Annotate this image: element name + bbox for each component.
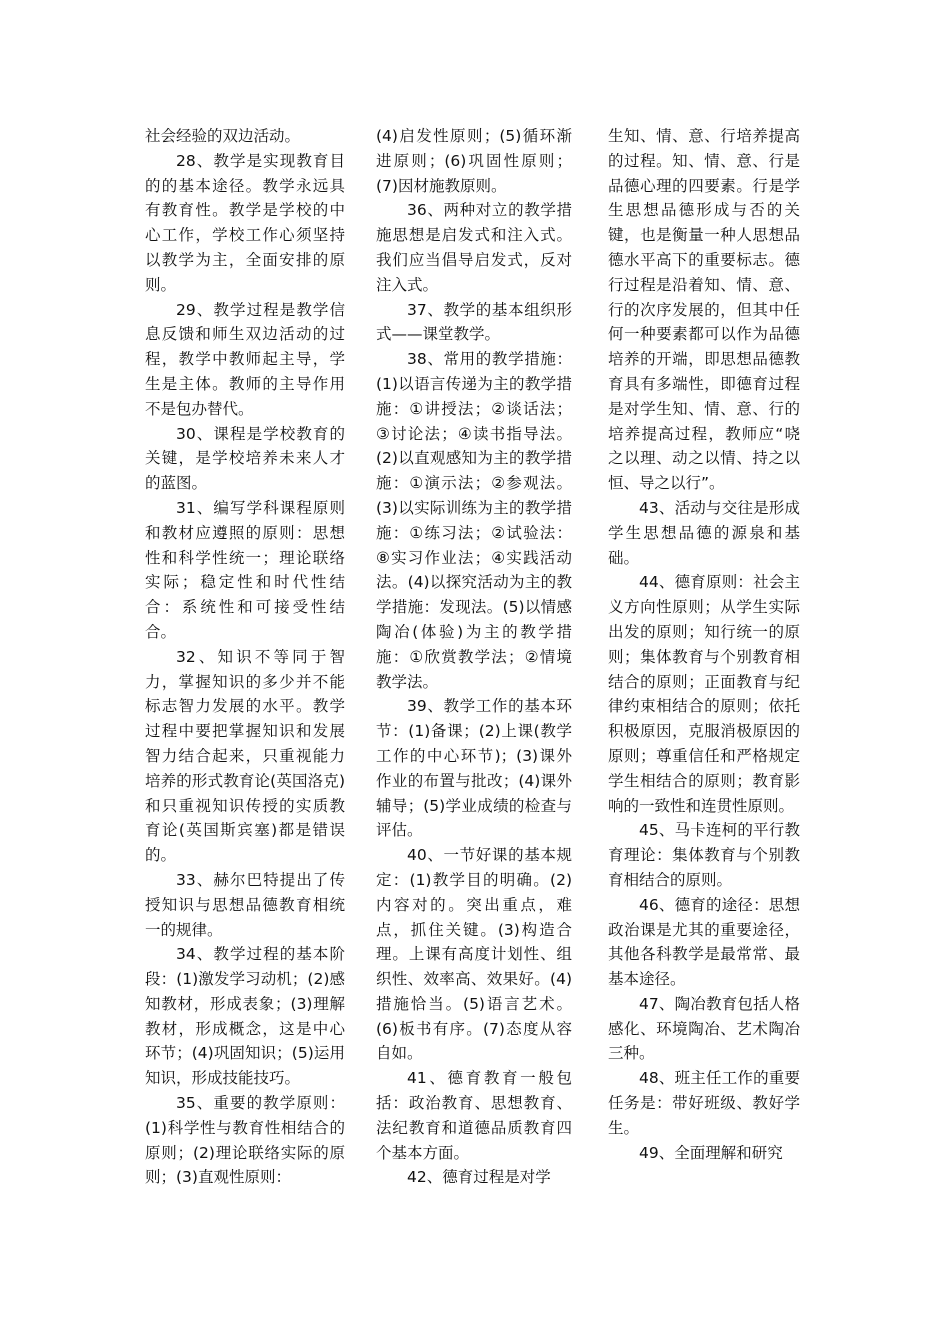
- paragraph-item-43: 43、活动与交往是形成学生思想品德的源泉和基础。: [608, 498, 800, 567]
- paragraph-item-35: 35、重要的教学原则：(1)科学性与教育性相结合的原则；(2)理论联络实际的原则；(3)直观性原则：: [145, 1094, 345, 1187]
- paragraph-item-37: 37、教学的基本组织形式——课堂教学。: [376, 300, 572, 344]
- paragraph-item-48: 48、班主任工作的重要任务是：带好班级、教好学生。: [608, 1069, 800, 1137]
- paragraph-item-31: 31、编写学科课程原则和教材应遵照的原则：思想性和科学性统一；理论联络实际；稳定性和时代性结合：系统性和可接受性结合。: [145, 498, 345, 641]
- paragraph: 社会经验的双边活动。: [145, 127, 301, 145]
- text-column-left: [145, 124, 345, 1190]
- paragraph-item-47: 47、陶冶教育包括人格感化、环境陶冶、艺术陶冶三种。: [608, 994, 800, 1063]
- paragraph-item-46: 46、德育的途径：思想政治课是尤其的重要途径，其他各科教学是最常常、最基本途径。: [608, 895, 800, 989]
- paragraph-item-42: 42、德育过程是对学: [407, 1168, 551, 1187]
- paragraph-item-30: 30、课程是学校教育的关键，是学校培养未来人才的蓝图。: [145, 424, 345, 493]
- paragraph-item-45: 45、马卡连柯的平行教育理论：集体教育与个别教育相结合的原则。: [608, 821, 800, 889]
- paragraph-item-40: 40、一节好课的基本规定：(1)教学目的明确。(2)内容对的。突出重点，难点，抓住关键。(3)构造合理。上课有高度计划性、组织性、效率高、效果好。(4)措施恰当。(5)语言艺术。(6)板书有序。(7)态度从容自如。: [376, 846, 572, 1063]
- paragraph-item-33: 33、赫尔巴特提出了传授知识与思想品德教育相统一的规律。: [145, 870, 345, 939]
- paragraph-item-32: 32、知识不等同于智力，掌握知识的多少并不能标志智力发展的水平。教学过程中要把掌握知识和发展智力结合起来，只重视能力培养的形式教育论(英国洛克)和只重视知识传授的实质教育论(英国斯宾塞)都是错误的。: [145, 647, 345, 865]
- paragraph-item-29: 29、教学过程是教学信息反馈和师生双边活动的过程，教学中教师起主导，学生是主体。教师的主导作用不是包办替代。: [145, 300, 345, 418]
- paragraph: 生知、情、意、行培养提高的过程。知、情、意、行是品德心理的四要素。行是学生思想品德形成与否的关键，也是衡量一种人思想品德水平高下的重要标志。德行过程是沿着知、情、意、行的次序发展的，但其中任何一种要素都可以作为品德培养的开端，即思想品德教育具有多端性，即德育过程是对学生知、情、意、行的培养提高过程，教师应“哓之以理、动之以情、持之以恒、导之以行”。: [608, 127, 800, 493]
- paragraph-item-34: 34、教学过程的基本阶段：(1)激发学习动机；(2)感知教材，形成表象；(3)理解教材，形成概念，这是中心环节；(4)巩固知识；(5)运用知识，形成技能技巧。: [145, 945, 345, 1088]
- paragraph-item-36: 36、两种对立的教学措施思想是启发式和注入式。我们应当倡导启发式，反对注入式。: [376, 201, 572, 294]
- paragraph-item-41: 41、德育教育一般包括：政治教育、思想教育、法纪教育和道德品质教育四个基本方面。: [376, 1069, 572, 1162]
- paragraph-item-28: 28、教学是实现教育目的的基本途径。教学永远具有教育性。教学是学校的中心工作，学校工作心须坚持以教学为主，全面安排的原则。: [145, 151, 345, 294]
- text-column-right: [608, 124, 800, 1165]
- paragraph-item-38: 38、常用的教学措施：(1)以语言传递为主的教学措施：①讲授法；②谈话法；③讨论法；④读书指导法。(2)以直观感知为主的教学措施：①演示法；②参观法。(3)以实际训练为主的教学措施：①练习法；②试验法：⑧实习作业法；④实践活动法。(4)以探究活动为主的教学措施：发现法。(5)以情感陶冶(体验)为主的教学措施：①欣赏教学法；②情境教学法。: [376, 350, 572, 691]
- paragraph-item-49: 49、全面理解和研究: [639, 1143, 783, 1162]
- paragraph: (4)启发性原则；(5)循环渐进原则；(6)巩固性原则；(7)因材施教原则。: [376, 127, 572, 195]
- paragraph-item-39: 39、教学工作的基本环节：(1)备课；(2)上课(教学工作的中心环节)；(3)课外作业的布置与批改；(4)课外辅导；(5)学业成绩的检查与评估。: [376, 697, 572, 840]
- paragraph-item-44: 44、德育原则：社会主义方向性原则；从学生实际出发的原则；知行统一的原则；集体教育与个别教育相结合的原则；正面教育与纪律约束相结合的原则；依托积极原因，克服消极原因的原则；尊重信任和严格规定学生相结合的原则；教育影响的一致性和连贯性原则。: [608, 573, 800, 815]
- text-column-middle: [376, 124, 572, 1190]
